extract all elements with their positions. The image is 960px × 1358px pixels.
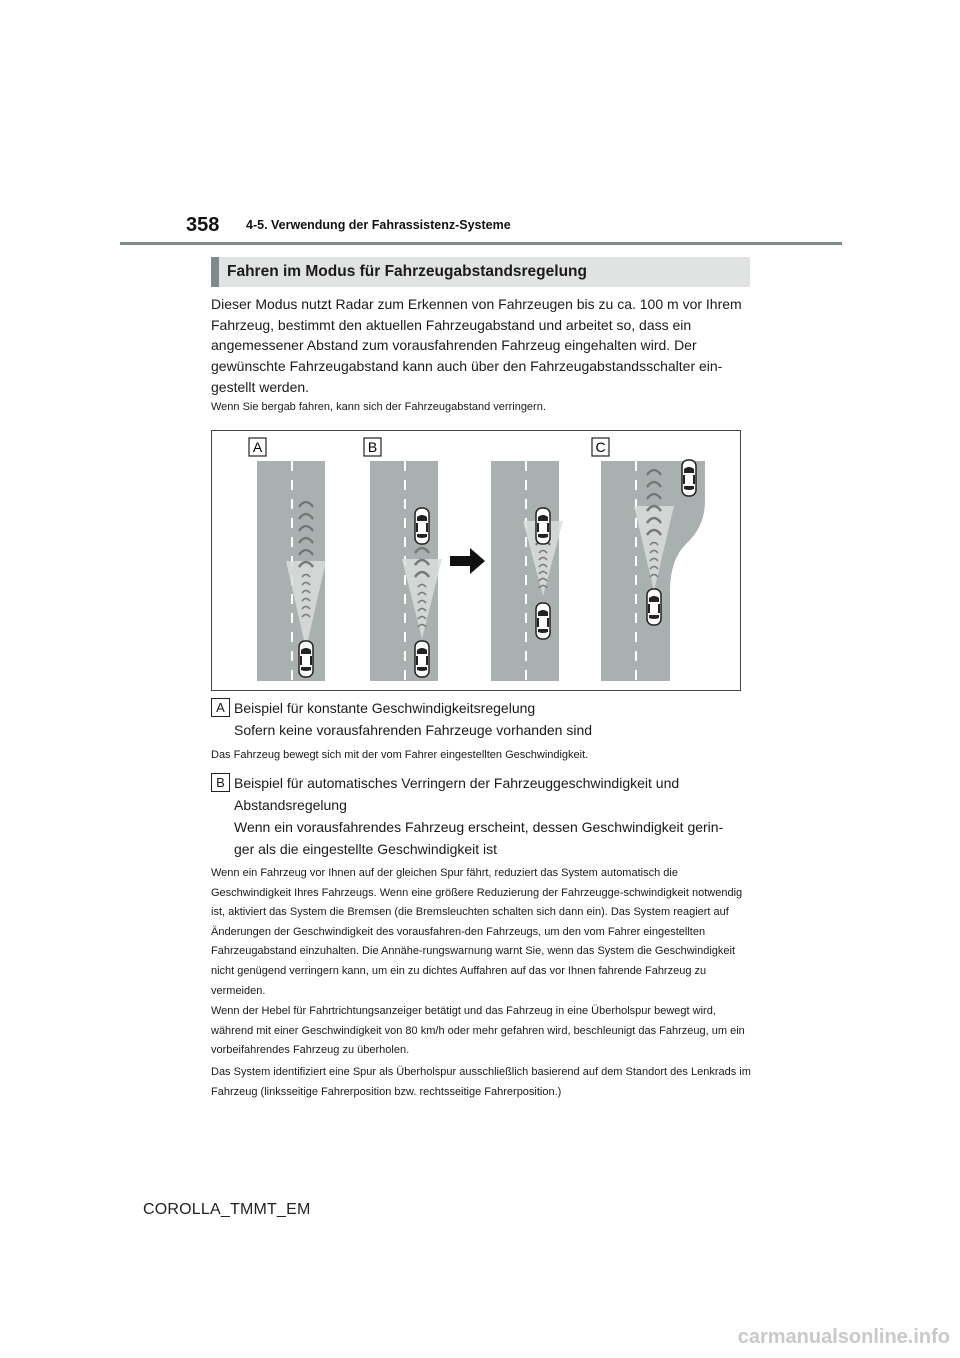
section-title: 4-5. Verwendung der Fahrassistenz-Systeme: [246, 218, 511, 232]
own-car-b2: [536, 603, 550, 639]
own-car-b: [415, 641, 429, 677]
item-b-line1: Beispiel für automatisches Verringern der Fahrzeuggeschwindigkeit und: [234, 775, 680, 791]
acc-diagram: [211, 430, 741, 691]
watermark: carmanualsonline.info: [737, 1326, 950, 1348]
footer-doc-code: COROLLA_TMMT_EM: [143, 1201, 311, 1218]
label-b: [364, 438, 381, 456]
label-c: [592, 438, 609, 456]
note-a: Das Fahrzeug bewegt sich mit der vom Fahrer eingestellten Geschwindigkeit.: [211, 749, 589, 761]
page-number: 358: [186, 214, 220, 236]
item-a-line2: Sofern keine vorausfahrenden Fahrzeuge vorhanden sind: [234, 722, 593, 738]
paragraph-b2: Wenn der Hebel für Fahrtrichtungsanzeiger betätigt und das Fahrzeug in eine Überholspur bewegt wird, während mit einer Geschwindigkeit von 80 km/h oder mehr gefahren wird, beschleunigt das Fahrzeug, um ein vorbeifahrendes Fahrzeug zu überholen.: [211, 1005, 745, 1057]
item-a-line1: Beispiel für konstante Geschwindigkeitsregelung: [234, 700, 536, 716]
section-heading-text: Fahren im Modus für Fahrzeugabstandsregelung: [227, 263, 587, 280]
road-b2: [491, 461, 563, 681]
svg-text:A: A: [252, 439, 263, 455]
passed-car-c: [682, 460, 696, 496]
acc-diagram-svg: [212, 431, 740, 690]
road-c: [601, 460, 705, 681]
item-b-line4: ger als die eingestellte Geschwindigkeit ist: [234, 841, 498, 857]
item-b-line2: Abstandsregelung: [234, 797, 347, 813]
paragraph-b3: Das System identifiziert eine Spur als Überholspur ausschließlich basierend auf dem Standort des Lenkrads im Fahrzeug (linksseitige Fahrerposition bzw. rechtsseitige Fahrerposition.): [211, 1066, 751, 1098]
intro-paragraph: Dieser Modus nutzt Radar zum Erkennen von Fahrzeugen bis zu ca. 100 m vor Ihrem Fahrzeug, bestimmt den aktuellen Fahrzeugabstand und arbeitet so, dass ein angemessener Abstand zum vorausfahrenden Fahrzeug eingehalten wird. Der gewünschte Fahrzeugabstand kann auch über den Fahrzeugabstandsschalter ein-gestellt werden.: [211, 296, 742, 395]
badge-a: A: [211, 698, 230, 717]
header-rule: [120, 242, 842, 245]
road-b: [370, 461, 442, 681]
item-a: [211, 698, 751, 742]
own-car-a: [299, 641, 313, 677]
item-b: [211, 773, 751, 861]
paragraph-b1: Wenn ein Fahrzeug vor Ihnen auf der gleichen Spur fährt, reduziert das System automatisch die Geschwindigkeit Ihres Fahrzeugs. Wenn eine größere Reduzierung der Fahrzeugge-schwindigkeit notwendig ist, aktiviert das System die Bremsen (die Bremsleuchten schalten sich dann ein). Das System reagiert auf Änderungen der Geschwindigkeit des vorausfahren-den Fahrzeugs, um den vom Fahrer eingestellten Fahrzeugabstand einzuhalten. Die Annähe-rungswarnung warnt Sie, wenn das System die Geschwindigkeit nicht genügend verringern kann, um ein zu dichtes Auffahren auf das vor Ihnen fahrende Fahrzeug zu vermeiden.: [211, 867, 743, 997]
svg-text:C: C: [595, 439, 606, 455]
transition-arrow: [450, 548, 485, 574]
own-car-c: [647, 589, 661, 625]
item-b-line3: Wenn ein vorausfahrendes Fahrzeug erscheint, dessen Geschwindigkeit gerin-: [234, 819, 724, 835]
label-a: [249, 438, 266, 456]
note-downhill: Wenn Sie bergab fahren, kann sich der Fahrzeugabstand verringern.: [211, 401, 546, 413]
lead-car-b: [415, 508, 429, 544]
lead-car-b2: [536, 508, 550, 544]
section-heading: [211, 257, 750, 287]
svg-text:B: B: [367, 439, 378, 455]
badge-b: B: [211, 773, 230, 792]
road-a: [257, 461, 326, 681]
